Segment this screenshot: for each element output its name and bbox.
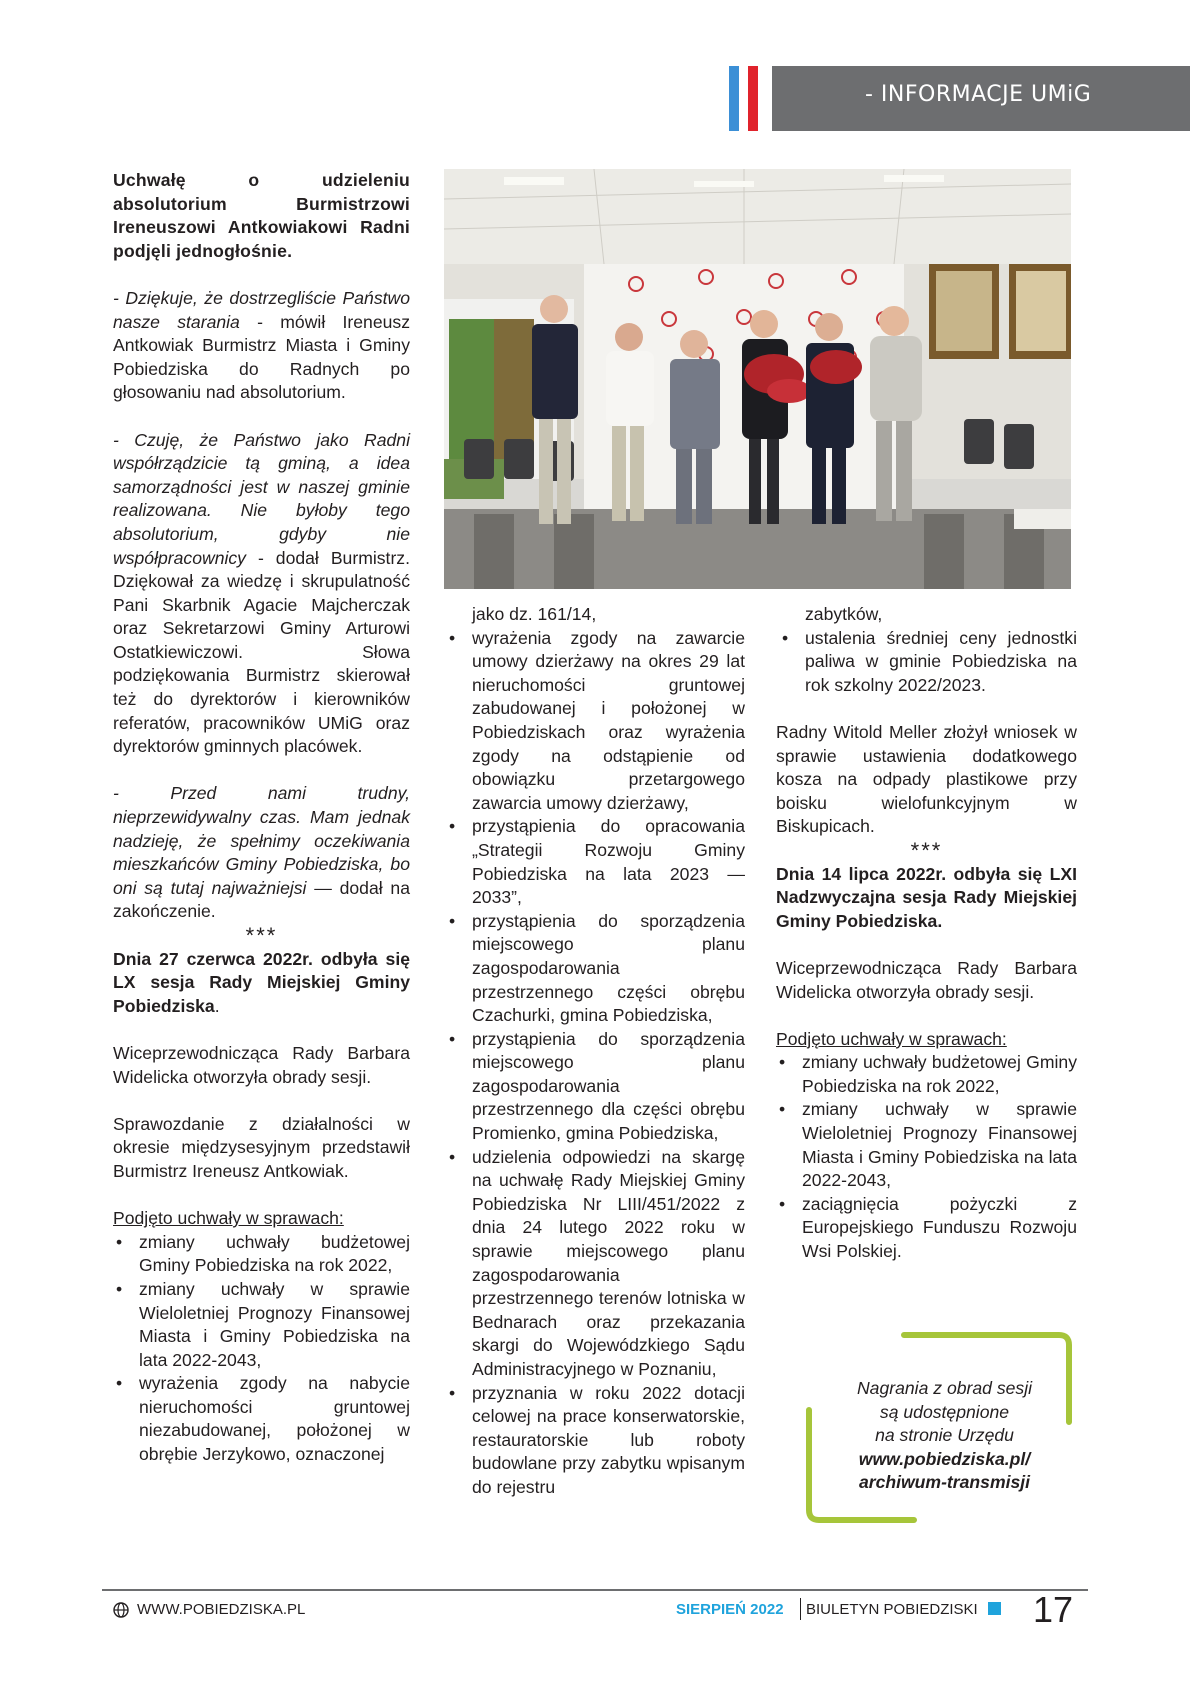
list-item: • przystąpienia do sporządzenia miejscowego planu zagospodarowania przestrzennego części obrębu Czachurki, gmina Pobiedziska, [446,910,745,1028]
page-number: 17 [1033,1589,1074,1630]
column-1 [113,169,410,1467]
list-continuation: zabytków, [805,604,883,624]
section-header-title: - INFORMACJE UMiG [865,82,1092,107]
resolutions-heading: Podjęto uchwały w sprawach: [113,1208,344,1229]
archive-link-continued[interactable]: archiwum-transmisji [858,1472,1031,1493]
footer-website[interactable]: WWW.POBIEDZISKA.PL [113,1601,305,1618]
list-item: • przyznania w roku 2022 dotacji celowej na prace konserwatorskie, restauratorskie lub roboty budowlane przy zabytku wpisanym do rejestru [446,1382,745,1500]
quote-paragraph-2: - Czuję, że Państwo jako Radni współrządzicie tą gminą, a idea samorządności jest w naszej gminie realizowana. Nie byłoby tego absolutorium, gdyby nie współpracownicy - dodał Burmistrz. Dziękował za wiedzę i skrupulatność Pani Skarbnik Agacie Majcherczak oraz Sekretarzowi Gminy Arturowi Ostatkiewiczowi. Słowa podziękowania Burmistrz skierował też do dyrektorów i kierowników referatów, pracowników UMiG oraz dyrektorów gminnych placówek. [113,429,410,757]
recordings-callout: Nagrania z obrad sesji są udostępnione na stronie Urzędu www.pobiedziska.pl/ archiwum-transmisji [812,1377,1077,1495]
motion-paragraph: Radny Witold Meller złożył wniosek w sprawie ustawienia dodatkowego kosza na odpady plastikowe przy boisku wielofunkcyjnym w Biskupicach. [776,721,1077,837]
list-item: • przystąpienia do sporządzenia miejscowego planu zagospodarowania przestrzennego dla części obrębu Promienko, gmina Pobiedziska, [446,1028,745,1146]
session-lxi-title: Dnia 14 lipca 2022r. odbyła się LXI Nadzwyczajna sesja Rady Miejskiej Gminy Pobiedziska. [776,863,1077,931]
list-item: • zmiany uchwały w sprawie Wieloletniej Prognozy Finansowej Miasta i Gminy Pobiedziska na lata 2022-2043, [776,1098,1077,1192]
list-item: • zaciągnięcia pożyczki z Europejskiego Funduszu Rozwoju Wsi Polskiej. [776,1193,1077,1264]
list-item: • zmiany uchwały budżetowej Gminy Pobiedziska na rok 2022, [113,1231,410,1278]
resolutions-list [443,627,745,1500]
footer-rule [102,1589,1088,1591]
absolutorium-lead: Uchwałę o udzieleniu absolutorium Burmistrzowi Ireneuszowi Antkowiakowi Radni podjęli jednogłośnie. [113,170,410,261]
resolutions-heading: Podjęto uchwały w sprawach: [776,1028,1007,1049]
section-separator: *** [245,923,278,948]
header-stripe-blue [729,66,739,131]
list-item: • wyrażenia zgody na zawarcie umowy dzierżawy na okres 29 lat nieruchomości gruntowej zabudowanej i położonej w Pobiedziskach oraz wyrażenia zgody na odstąpienie od obowiązku przetargowego zawarcia umowy dzierżawy, [446,627,745,816]
session-opening: Wiceprzewodnicząca Rady Barbara Widelicka otworzyła obrady sesji. [113,1042,410,1087]
list-item: • udzielenia odpowiedzi na skargę na uchwałę Rady Miejskiej Gminy Pobiedziska Nr LIII/451/2022 z dnia 24 lutego 2022 roku w sprawie miejscowego planu zagospodarowania przestrzennego terenów lotniska w Bednarach oraz przekazania skargi do Wojewódzkiego Sądu Administracyjnego w Poznaniu, [446,1146,745,1382]
issue-month: SIERPIEŃ 2022 [676,1601,784,1618]
archive-link[interactable]: www.pobiedziska.pl/ [858,1448,1031,1469]
column-3 [776,603,1077,1264]
session-opening: Wiceprzewodnicząca Rady Barbara Widelicka otworzyła obrady sesji. [776,957,1077,1002]
session-lx-title: Dnia 27 czerwca 2022r. odbyła się LX sesja Rady Miejskiej Gminy Pobiedziska. [113,948,410,1016]
list-item: • wyrażenia zgody na nabycie nieruchomości gruntowej niezabudowanej, położonej w obrębie Jerzykowo, oznaczonej [113,1372,410,1466]
footer-divider [800,1598,801,1620]
list-item: • zmiany uchwały w sprawie Wieloletniej Prognozy Finansowej Miasta i Gminy Pobiedziska na lata 2022-2043, [113,1278,410,1372]
column-2 [443,603,745,1500]
report-paragraph: Sprawozdanie z działalności w okresie międzysesyjnym przedstawił Burmistrz Ireneusz Antkowiak. [113,1113,410,1181]
globe-icon [113,1602,129,1618]
list-item: • zmiany uchwały budżetowej Gminy Pobiedziska na rok 2022, [776,1051,1077,1098]
council-group-photo [444,169,1071,589]
list-item: • ustalenia średniej ceny jednostki paliwa w gminie Pobiedziska na rok szkolny 2022/2023. [779,627,1077,698]
footer-square-marker [988,1602,1001,1615]
resolutions-list [776,1051,1077,1263]
quote-paragraph-1: - Dziękuje, że dostrzegliście Państwo nasze starania - mówił Ireneusz Antkowiak Burmistrz Miasta i Gminy Pobiedziska do Radnych po głosowaniu nad absolutorium. [113,287,410,403]
list-item: • przystąpienia do opracowania „Strategii Rozwoju Gminy Pobiedziska na lata 2023 — 2033”, [446,815,745,909]
header-stripe-red [748,66,758,131]
quote-paragraph-3: - Przed nami trudny, nieprzewidywalny czas. Mam jednak nadzieję, że spełnimy oczekiwania mieszkańców Gminy Pobiedziska, bo oni są tutaj najważniejsi — dodał na zakończenie. [113,783,410,922]
resolutions-list [113,1231,410,1467]
resolutions-list [776,627,1077,698]
section-separator: *** [910,837,943,863]
publication-name: BIULETYN POBIEDZISKI [806,1601,978,1618]
list-continuation: jako dz. 161/14, [472,604,597,624]
